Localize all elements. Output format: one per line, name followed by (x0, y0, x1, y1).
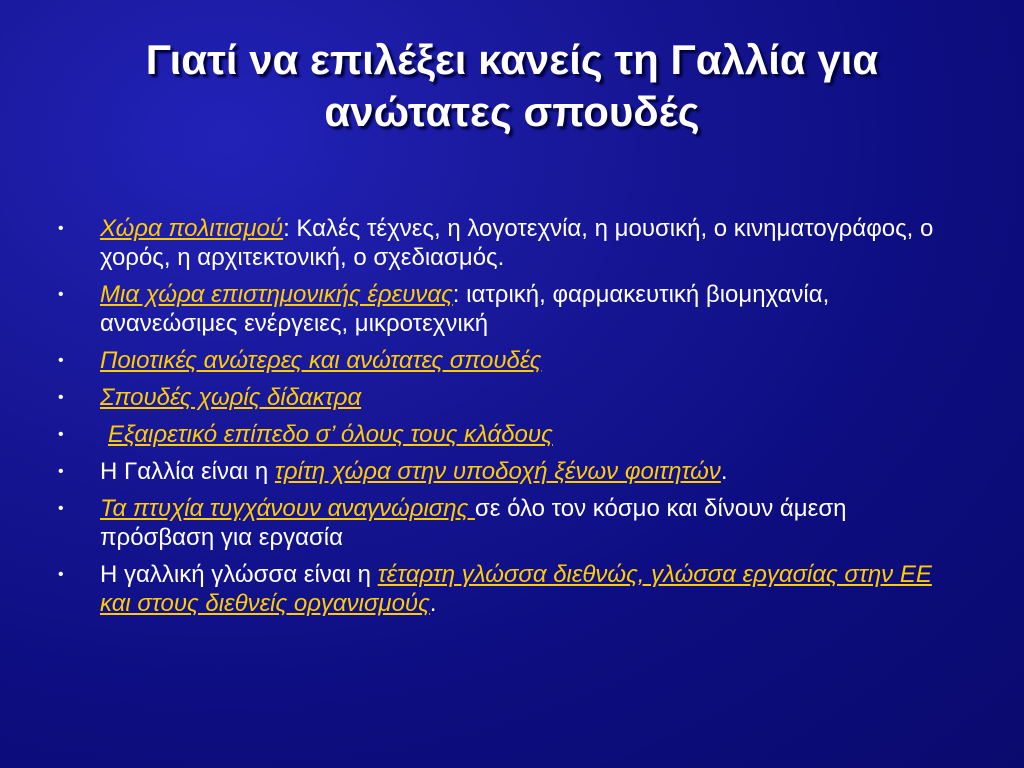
title-line-2: ανώτατες σπουδές (324, 88, 700, 135)
bullet-research-link[interactable]: Μια χώρα επιστημονικής έρευνας (100, 281, 453, 308)
bullet-list (58, 214, 958, 626)
bullet-no-fees-link[interactable]: Σπουδές χωρίς δίδακτρα (100, 384, 362, 411)
bullet-foreign-students-link[interactable]: τρίτη χώρα στην υποδοχή ξένων φοιτητών (274, 458, 721, 485)
bullet-no-fees (58, 383, 958, 412)
bullet-language-link[interactable]: τέταρτη γλώσσα διεθνώς, γλώσσα εργασίας στην ΕΕ και στους διεθνείς οργανισμούς (100, 561, 932, 617)
bullet-culture (58, 214, 958, 272)
bullet-language-pre: Η γαλλική γλώσσα είναι η (100, 561, 378, 588)
bullet-quality-studies (58, 346, 958, 375)
bullet-dot-icon: • (58, 566, 64, 583)
bullet-degrees-link[interactable]: Τα πτυχία τυγχάνουν αναγνώρισης (100, 495, 475, 522)
bullet-dot-icon: • (58, 500, 64, 517)
bullet-research-text: : ιατρική, φαρμακευτική βιομηχανία, ανανεώσιμες ενέργειες, μικροτεχνική (100, 281, 830, 337)
bullet-degrees (58, 494, 958, 552)
bullet-culture-link[interactable]: Χώρα πολιτισμού (100, 215, 284, 242)
bullet-dot-icon: • (58, 463, 64, 480)
bullet-culture-text: : Καλές τέχνες, η λογοτεχνία, η μουσική, ο κινηματογράφος, ο χορός, η αρχιτεκτονική, ο σχεδιασμός. (100, 215, 934, 271)
bullet-foreign-students-post: . (720, 458, 728, 485)
bullet-language-post: . (429, 590, 437, 617)
bullet-dot-icon: • (58, 286, 64, 303)
bullet-dot-icon: • (58, 426, 64, 443)
bullet-excellence (58, 420, 958, 449)
bullet-research (58, 280, 958, 338)
slide-title (40, 34, 984, 138)
bullet-quality-studies-link[interactable]: Ποιοτικές ανώτερες και ανώτατες σπουδές (100, 347, 542, 374)
bullet-dot-icon: • (58, 389, 64, 406)
bullet-language (58, 560, 958, 618)
bullet-foreign-students (58, 457, 958, 486)
title-line-1: Γιατί να επιλέξει κανείς τη Γαλλία για (145, 36, 879, 83)
bullet-dot-icon: • (58, 352, 64, 369)
bullet-excellence-link[interactable]: Εξαιρετικό επίπεδο σ’ όλους τους κλάδους (108, 421, 553, 448)
bullet-degrees-text: σε όλο τον κόσμο και δίνουν άμεση πρόσβαση για εργασία (100, 495, 847, 551)
bullet-foreign-students-pre: Η Γαλλία είναι η (100, 458, 275, 485)
bullet-dot-icon: • (58, 220, 64, 237)
